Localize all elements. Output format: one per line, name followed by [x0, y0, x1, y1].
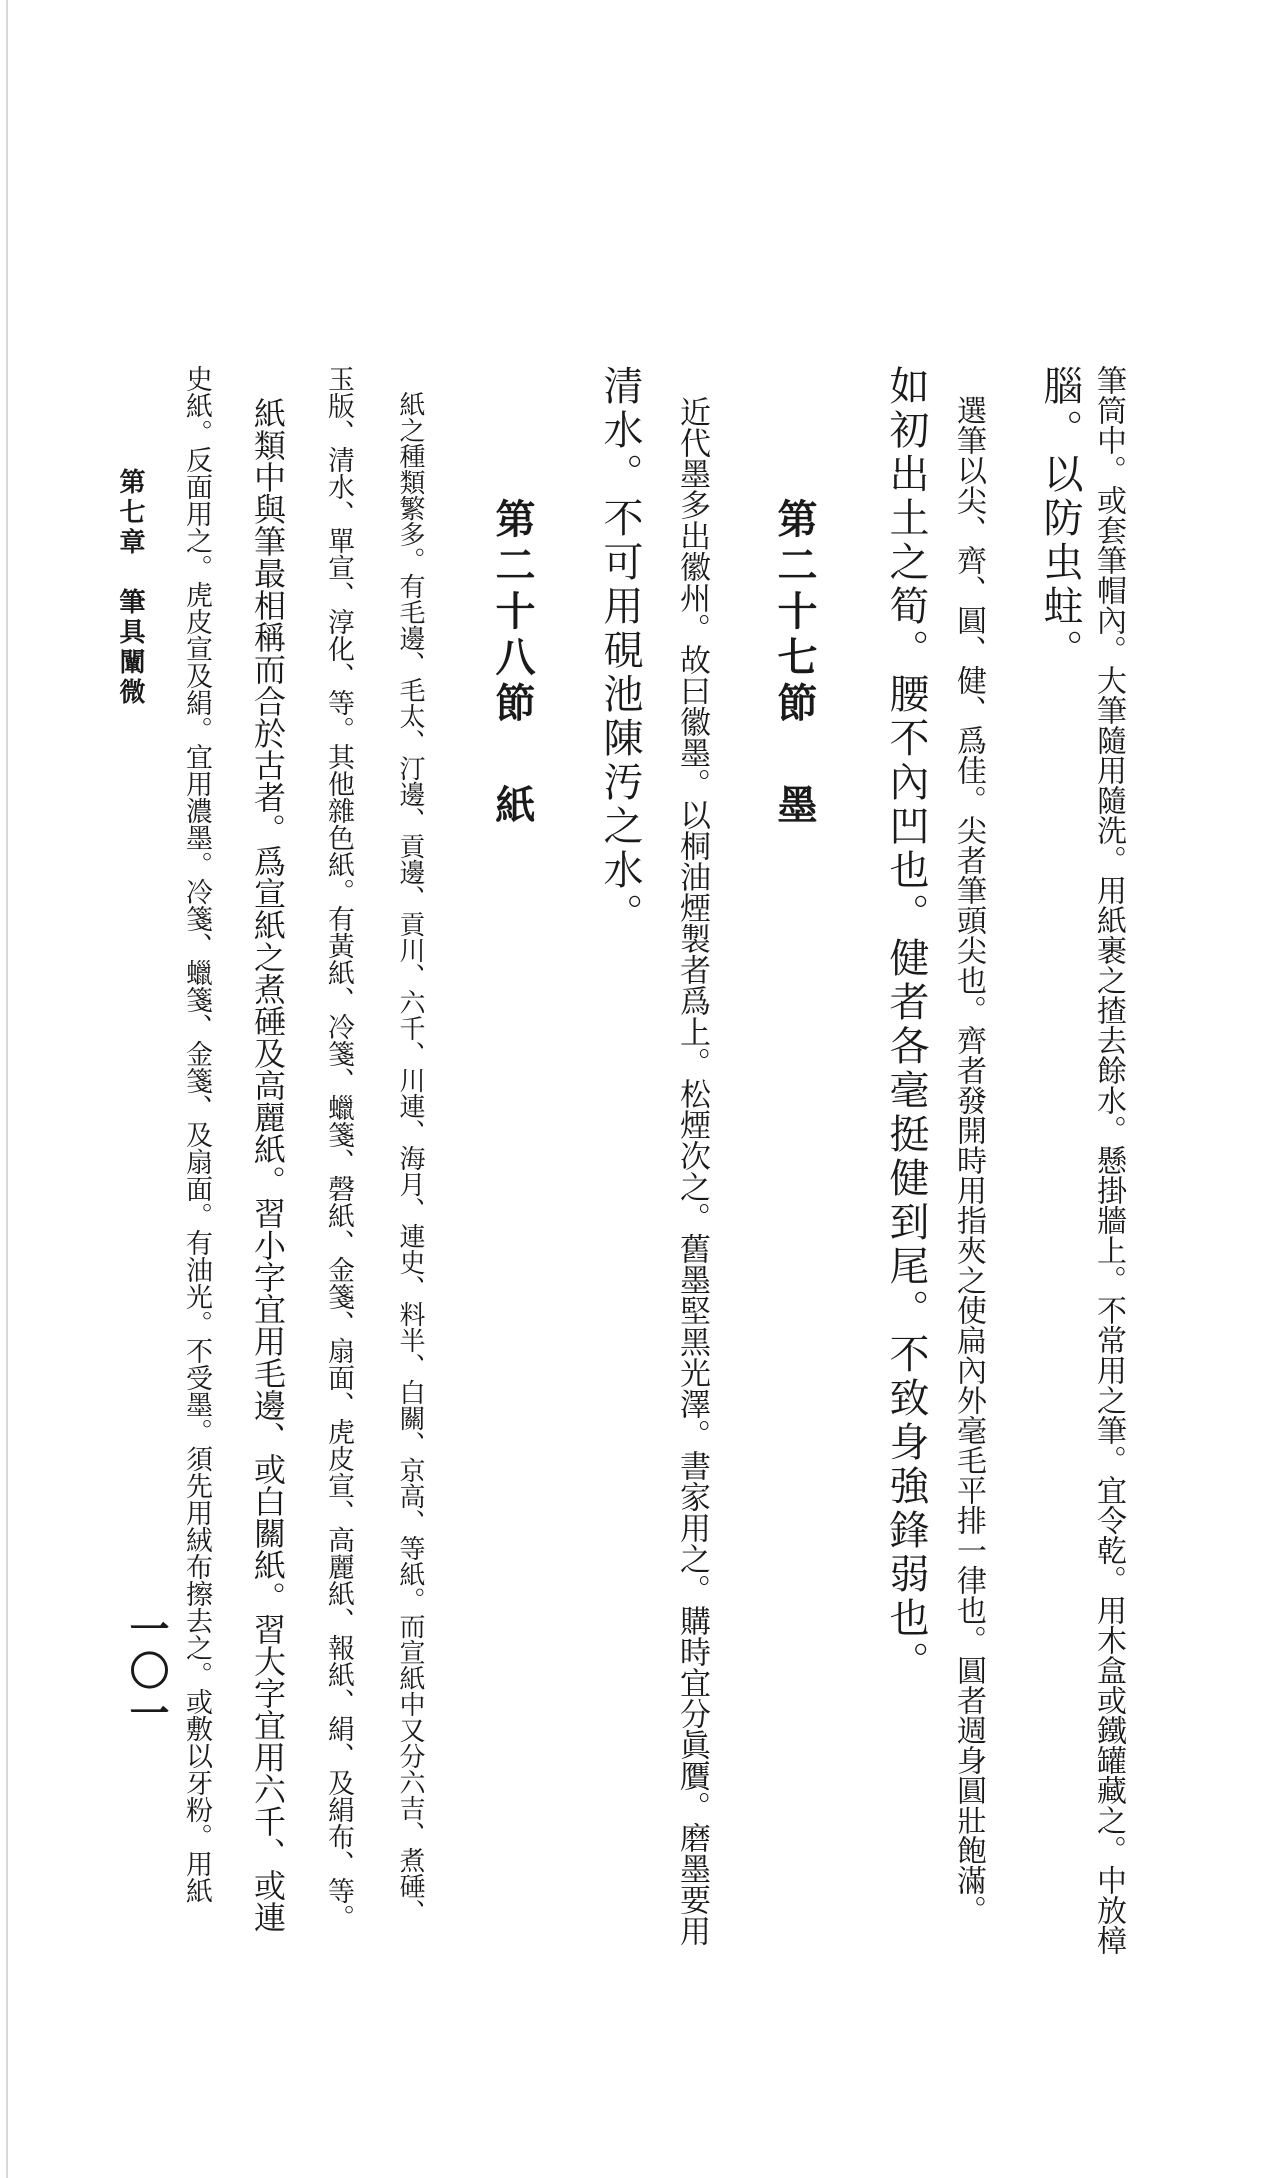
- page-edge-rule: [6, 0, 8, 2178]
- text-column-7: 清水。不可用硯池陳汚之水。: [597, 365, 643, 937]
- text-column-9: 紙之種類繁多。有毛邊、毛太、汀邊、貢邊、貢川、六千、川連、海月、連史、料半、白關、京高、等紙。而宣紙中又分六吉、煮硾、: [395, 365, 425, 1925]
- page-number: 一〇一: [123, 1608, 170, 1734]
- text-column-4: 如初出土之筍。腰不內凹也。健者各毫挺健到尾。不致身強鋒弱也。: [883, 365, 929, 1685]
- section-heading-28-title: 紙: [489, 784, 536, 830]
- section-heading-27: [770, 498, 818, 830]
- section-heading-28: [488, 498, 536, 830]
- text-column-10: 玉版、清水、單宣、淳化、等。其他雜色紙。有黃紙、冷箋、蠟箋、磬紙、金箋、扇面、虎皮宣、高麗紙、報紙、絹、及絹布、等。: [323, 365, 354, 1931]
- section-heading-28-number: 第二十八節: [489, 498, 536, 728]
- text-column-6: 近代墨多出徽州。故曰徽墨。以桐油煙製者爲上。松煙次之。舊墨堅黑光澤。書家用之。購時宜分眞贋。磨墨要用: [674, 365, 710, 1946]
- section-heading-27-title: 墨: [771, 784, 818, 830]
- text-column-1: 筆筒中。或套筆帽內。大筆隨用隨洗。用紙裹之揸去餘水。懸掛牆上。不常用之筆。宜令乾。用木盒或鐵罐藏之。中放樟: [1091, 365, 1126, 1955]
- text-column-2: 腦。以防虫蛀。: [1037, 365, 1083, 673]
- running-head: 第七章 筆具闡微: [115, 468, 145, 708]
- section-heading-27-number: 第二十七節: [771, 498, 818, 728]
- text-column-12: 史紙。反面用之。虎皮宣及絹。宜用濃墨。冷箋、蠟箋、金箋、及扇面。有油光。不受墨。須先用絨布擦去之。或敷以牙粉。用紙: [181, 365, 212, 1904]
- text-column-11: 紙類中與筆最相稱而合於古者。爲宣紙之煮硾及高麗紙。習小字宜用毛邊、或白關紙。習大字宜用六千、或連: [249, 365, 287, 1933]
- text-column-3: 選筆以尖、齊、圓、健、爲佳。尖者筆頭尖也。齊者發開時用指夾之使扁內外毫毛平排一律也。圓者週身圓壯飽滿。: [951, 365, 986, 1925]
